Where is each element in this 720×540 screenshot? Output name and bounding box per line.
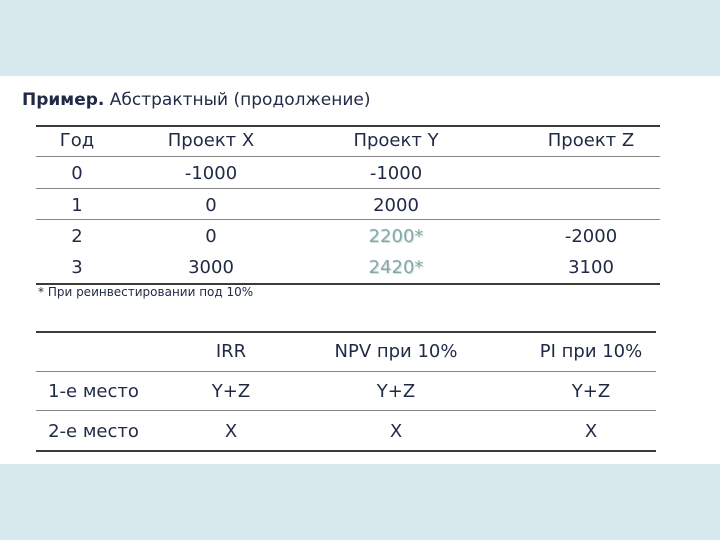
pi-cell: Y+Z (571, 381, 611, 402)
project-y-cell: 2200* (368, 226, 424, 247)
project-y-cell: -1000 (369, 163, 423, 184)
slide-title (22, 90, 371, 110)
table-rule (36, 156, 660, 157)
irr-cell: X (224, 421, 238, 442)
year-cell: 1 (71, 195, 83, 216)
table-rule (36, 331, 656, 333)
rank-label: 2-е место (48, 421, 139, 442)
project-x-cell: 0 (205, 226, 217, 247)
npv-cell: Y+Z (376, 381, 416, 402)
year-cell: 2 (71, 226, 83, 247)
rank-label: 1-е место (48, 381, 139, 402)
project-y-cell: 2420* (368, 257, 424, 278)
slide (0, 76, 720, 464)
header-npv: NPV при 10% (334, 341, 458, 362)
project-x-cell: 3000 (188, 257, 234, 278)
project-x-cell: 0 (205, 195, 217, 216)
header-year: Год (59, 130, 95, 151)
year-cell: 0 (71, 163, 83, 184)
header-project-x: Проект X (167, 130, 255, 151)
project-y-cell: 2000 (373, 195, 419, 216)
header-pi: PI при 10% (539, 341, 643, 362)
table-rule (36, 371, 656, 372)
table-rule (36, 219, 660, 220)
project-x-cell: -1000 (184, 163, 238, 184)
table-rule (36, 188, 660, 189)
npv-cell: X (389, 421, 403, 442)
title-rest: Абстрактный (продолжение) (104, 90, 371, 110)
header-project-y: Проект Y (353, 130, 439, 151)
header-irr: IRR (215, 341, 247, 362)
table-rule (36, 450, 656, 452)
header-project-z: Проект Z (547, 130, 635, 151)
pi-cell: X (584, 421, 598, 442)
title-bold: Пример. (22, 90, 105, 110)
project-z-cell: -2000 (564, 226, 618, 247)
table-rule (36, 125, 660, 127)
year-cell: 3 (71, 257, 83, 278)
project-z-cell: 3100 (568, 257, 614, 278)
irr-cell: Y+Z (211, 381, 251, 402)
footnote: * При реинвестировании под 10% (38, 285, 254, 299)
table-rule (36, 410, 656, 411)
